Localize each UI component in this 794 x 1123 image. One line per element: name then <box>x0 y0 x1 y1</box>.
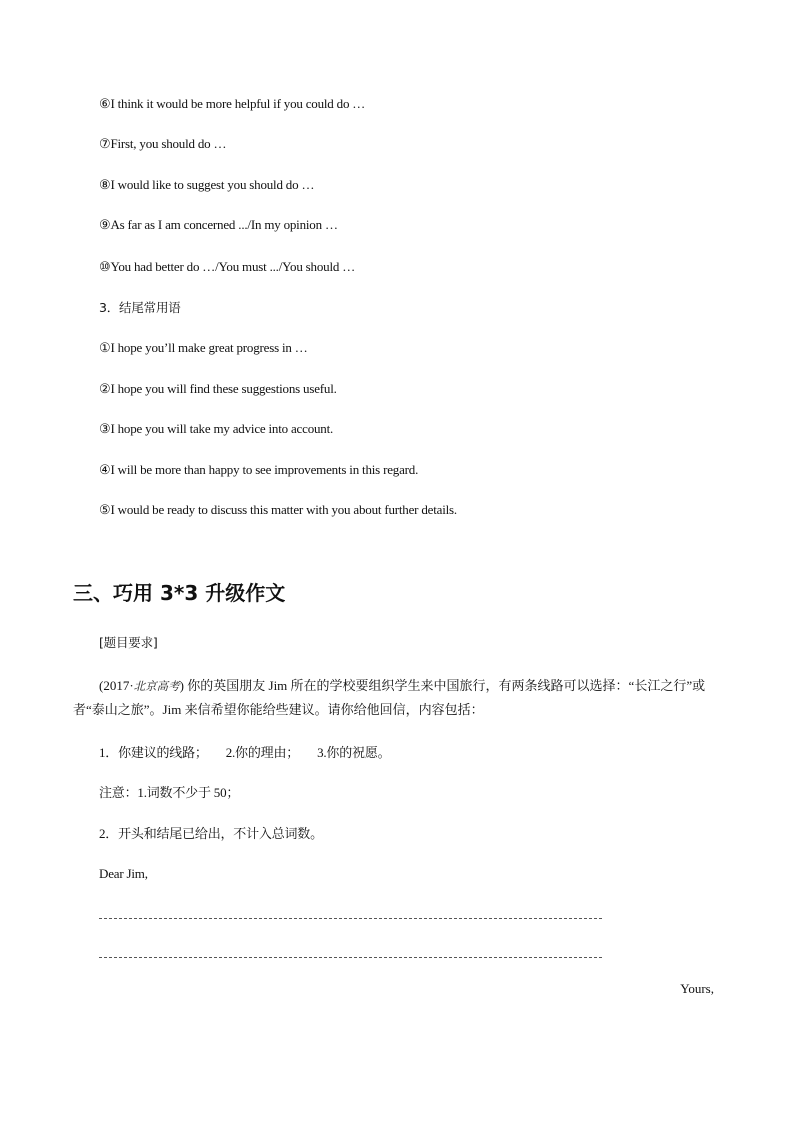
letter-salutation: Dear Jim, <box>99 866 148 881</box>
task-point: 1．你建议的线路； <box>99 745 208 760</box>
section-heading: 三、巧用 3*3 升级作文 <box>73 581 286 605</box>
answer-line <box>99 918 602 919</box>
closing-phrase-item: ③I hope you will take my advice into account. <box>99 421 334 436</box>
answer-line <box>99 957 602 958</box>
task-note: 2．开头和结尾已给出，不计入总词数。 <box>99 826 323 841</box>
closing-phrase-item: ⑤I would be ready to discuss this matter with you about further details. <box>99 502 457 517</box>
task-points <box>99 744 390 762</box>
phrase-item: ⑩You had better do …/You must .../You should … <box>99 259 356 274</box>
letter-sign-off: Yours, <box>680 981 714 996</box>
task-source-year: (2017· <box>99 678 134 693</box>
closing-phrase-item: ②I hope you will find these suggestions useful. <box>99 381 337 396</box>
closing-phrases-heading: 3．结尾常用语 <box>99 300 181 315</box>
task-prompt-text: 你的英国朋友 Jim 所在的学校要组织学生来中国旅行，有两条线路可以选择：“长江之行”或者“泰山之旅”。Jim 来信希望你能给些建议。请你给他回信，内容包括： <box>73 678 706 717</box>
task-source-close: ) <box>179 678 185 693</box>
task-source-tag: 北京高考 <box>133 679 180 693</box>
task-note: 注意：1.词数不少于 50； <box>99 785 240 800</box>
task-point: 2.你的理由； <box>225 745 300 760</box>
phrase-item: ⑨As far as I am concerned .../In my opinion … <box>99 217 338 232</box>
phrase-item: ⑥I think it would be more helpful if you could do … <box>99 96 366 111</box>
phrase-item: ⑧I would like to suggest you should do … <box>99 177 315 192</box>
closing-phrase-item: ④I will be more than happy to see improvements in this regard. <box>99 462 419 477</box>
task-prompt <box>73 674 721 722</box>
task-point: 3.你的祝愿。 <box>317 745 391 760</box>
closing-phrase-item: ①I hope you’ll make great progress in … <box>99 340 308 355</box>
phrase-item: ⑦First, you should do … <box>99 136 227 151</box>
task-label: [题目要求] <box>99 635 158 650</box>
